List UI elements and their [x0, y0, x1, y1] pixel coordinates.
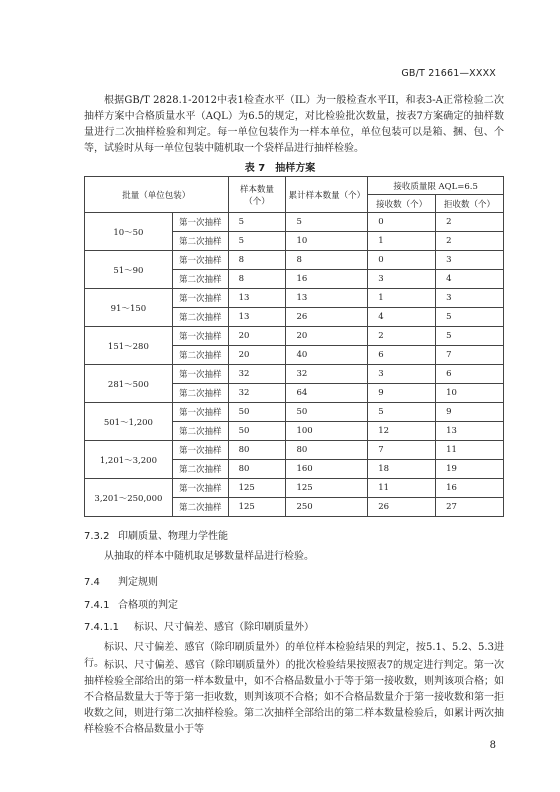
batch-cell: 501～1,200	[85, 403, 173, 441]
accept-cell: 1	[368, 232, 436, 251]
table-row	[85, 289, 504, 308]
accept-cell: 5	[368, 403, 436, 422]
cumulative-cell: 160	[286, 460, 368, 479]
round-cell: 第二次抽样	[172, 346, 228, 365]
round-cell: 第一次抽样	[172, 327, 228, 346]
accept-cell: 9	[368, 384, 436, 403]
sample-cell: 20	[228, 327, 286, 346]
sample-cell: 5	[228, 213, 286, 232]
sample-cell: 32	[228, 384, 286, 403]
reject-cell: 4	[436, 270, 504, 289]
cumulative-cell: 16	[286, 270, 368, 289]
section-number: 7.4	[84, 577, 100, 588]
batch-cell: 1,201～3,200	[85, 441, 173, 479]
batch-cell: 91～150	[85, 289, 173, 327]
sample-cell: 8	[228, 270, 286, 289]
cumulative-cell: 8	[286, 251, 368, 270]
round-cell: 第二次抽样	[172, 422, 228, 441]
reject-cell: 19	[436, 460, 504, 479]
round-cell: 第二次抽样	[172, 232, 228, 251]
sample-cell: 13	[228, 289, 286, 308]
table-row	[85, 403, 504, 422]
table-row	[85, 479, 504, 498]
paragraph-2: 标识、尺寸偏差、感官（除印刷质量外）的批次检验结果按照表7的规定进行判定。第一次抽样检验全部给出的第一样本数量中，如不合格品数量小于等于第一接收数，则判该项合格；如不合格品数量大于等于第一拒收数，则判该项不合格；如不合格品数量介于第一接收数和第一拒收数之间，则进行第二次抽样检验。第二次抽样全部给出的第二样本数量检验后，如累计两次抽样检验不合格品数量小于等	[84, 660, 504, 735]
sampling-table	[84, 176, 504, 517]
reject-cell: 11	[436, 441, 504, 460]
intro-paragraph: 根据GB/T 2828.1-2012中表1检查水平（IL）为一般检查水平II，和表3-A正常检验二次抽样方案中合格质量水平（AQL）为6.5的规定，对比检验批次数量，按表7方案确定的抽样数量进行二次抽样检验和判定。每一单位包装作为一样本单位，单位包装可以是箱、捆、包、个等，试验时从每一单位包装中随机取一个袋样品进行抽样检验。	[84, 95, 504, 154]
cumulative-cell: 125	[286, 479, 368, 498]
page-number: 8	[489, 740, 496, 751]
cumulative-cell: 10	[286, 232, 368, 251]
batch-cell: 10～50	[85, 213, 173, 251]
header-sample-size: 样本数量（个）	[228, 177, 286, 213]
batch-cell: 151～280	[85, 327, 173, 365]
reject-cell: 5	[436, 327, 504, 346]
accept-cell: 26	[368, 498, 436, 517]
round-cell: 第一次抽样	[172, 403, 228, 422]
sample-cell: 80	[228, 460, 286, 479]
section-title: 判定规则	[118, 577, 158, 588]
section-title: 合格项的判定	[118, 600, 178, 611]
accept-cell: 7	[368, 441, 436, 460]
sample-cell: 50	[228, 403, 286, 422]
sample-cell: 32	[228, 365, 286, 384]
sample-cell: 125	[228, 479, 286, 498]
section-number: 7.4.1	[84, 600, 110, 611]
reject-cell: 6	[436, 365, 504, 384]
round-cell: 第一次抽样	[172, 365, 228, 384]
sample-cell: 13	[228, 308, 286, 327]
sample-cell: 80	[228, 441, 286, 460]
section-7-3-2-heading	[84, 527, 228, 542]
cumulative-cell: 32	[286, 365, 368, 384]
header-aql: 接收质量限 AQL=6.5	[368, 177, 504, 195]
batch-cell: 3,201～250,000	[85, 479, 173, 517]
cumulative-cell: 64	[286, 384, 368, 403]
accept-cell: 12	[368, 422, 436, 441]
standard-code: GB/T 21661—XXXX	[401, 68, 496, 79]
cumulative-cell: 50	[286, 403, 368, 422]
accept-cell: 6	[368, 346, 436, 365]
table-title: 表 7 抽样方案	[244, 163, 316, 174]
reject-cell: 13	[436, 422, 504, 441]
header-cumulative: 累计样本数量（个）	[286, 177, 368, 213]
table-row	[85, 251, 504, 270]
cumulative-cell: 26	[286, 308, 368, 327]
reject-cell: 27	[436, 498, 504, 517]
section-7-4-1-heading	[84, 596, 178, 611]
cumulative-cell: 5	[286, 213, 368, 232]
section-7-4-heading	[84, 573, 158, 588]
reject-cell: 5	[436, 308, 504, 327]
table-row	[85, 365, 504, 384]
round-cell: 第二次抽样	[172, 308, 228, 327]
accept-cell: 11	[368, 479, 436, 498]
reject-cell: 2	[436, 232, 504, 251]
table-row	[85, 441, 504, 460]
accept-cell: 0	[368, 213, 436, 232]
section-number: 7.4.1.1	[84, 622, 119, 633]
accept-cell: 3	[368, 270, 436, 289]
sample-cell: 125	[228, 498, 286, 517]
sample-cell: 5	[228, 232, 286, 251]
section-title: 标识、尺寸偏差、感官（除印刷质量外）	[134, 622, 314, 633]
reject-cell: 3	[436, 289, 504, 308]
reject-cell: 10	[436, 384, 504, 403]
section-7-3-2-body: 从抽取的样本中随机取足够数量样品进行检验。	[104, 551, 314, 562]
header-batch: 批量（单位包装）	[85, 177, 229, 213]
batch-cell: 281～500	[85, 365, 173, 403]
accept-cell: 4	[368, 308, 436, 327]
table-row	[85, 213, 504, 232]
cumulative-cell: 20	[286, 327, 368, 346]
table-row	[85, 327, 504, 346]
header-reject: 拒收数（个）	[436, 195, 504, 213]
round-cell: 第二次抽样	[172, 270, 228, 289]
accept-cell: 18	[368, 460, 436, 479]
header-accept: 接收数（个）	[368, 195, 436, 213]
section-title: 印刷质量、物理力学性能	[118, 531, 228, 542]
accept-cell: 2	[368, 327, 436, 346]
round-cell: 第一次抽样	[172, 479, 228, 498]
section-7-4-1-1-heading	[84, 618, 314, 633]
sample-cell: 50	[228, 422, 286, 441]
reject-cell: 16	[436, 479, 504, 498]
cumulative-cell: 250	[286, 498, 368, 517]
round-cell: 第二次抽样	[172, 384, 228, 403]
round-cell: 第一次抽样	[172, 251, 228, 270]
reject-cell: 7	[436, 346, 504, 365]
cumulative-cell: 40	[286, 346, 368, 365]
accept-cell: 3	[368, 365, 436, 384]
cumulative-cell: 80	[286, 441, 368, 460]
accept-cell: 1	[368, 289, 436, 308]
round-cell: 第二次抽样	[172, 498, 228, 517]
round-cell: 第二次抽样	[172, 460, 228, 479]
batch-cell: 51～90	[85, 251, 173, 289]
sample-cell: 8	[228, 251, 286, 270]
section-number: 7.3.2	[84, 531, 110, 542]
sample-cell: 20	[228, 346, 286, 365]
round-cell: 第一次抽样	[172, 289, 228, 308]
reject-cell: 2	[436, 213, 504, 232]
paragraph-1: 标识、尺寸偏差、感官（除印刷质量外）的单位样本检验结果的判定，按5.1、5.2、5.3进行。	[84, 642, 504, 669]
reject-cell: 9	[436, 403, 504, 422]
round-cell: 第一次抽样	[172, 213, 228, 232]
round-cell: 第一次抽样	[172, 441, 228, 460]
reject-cell: 3	[436, 251, 504, 270]
accept-cell: 0	[368, 251, 436, 270]
cumulative-cell: 13	[286, 289, 368, 308]
cumulative-cell: 100	[286, 422, 368, 441]
